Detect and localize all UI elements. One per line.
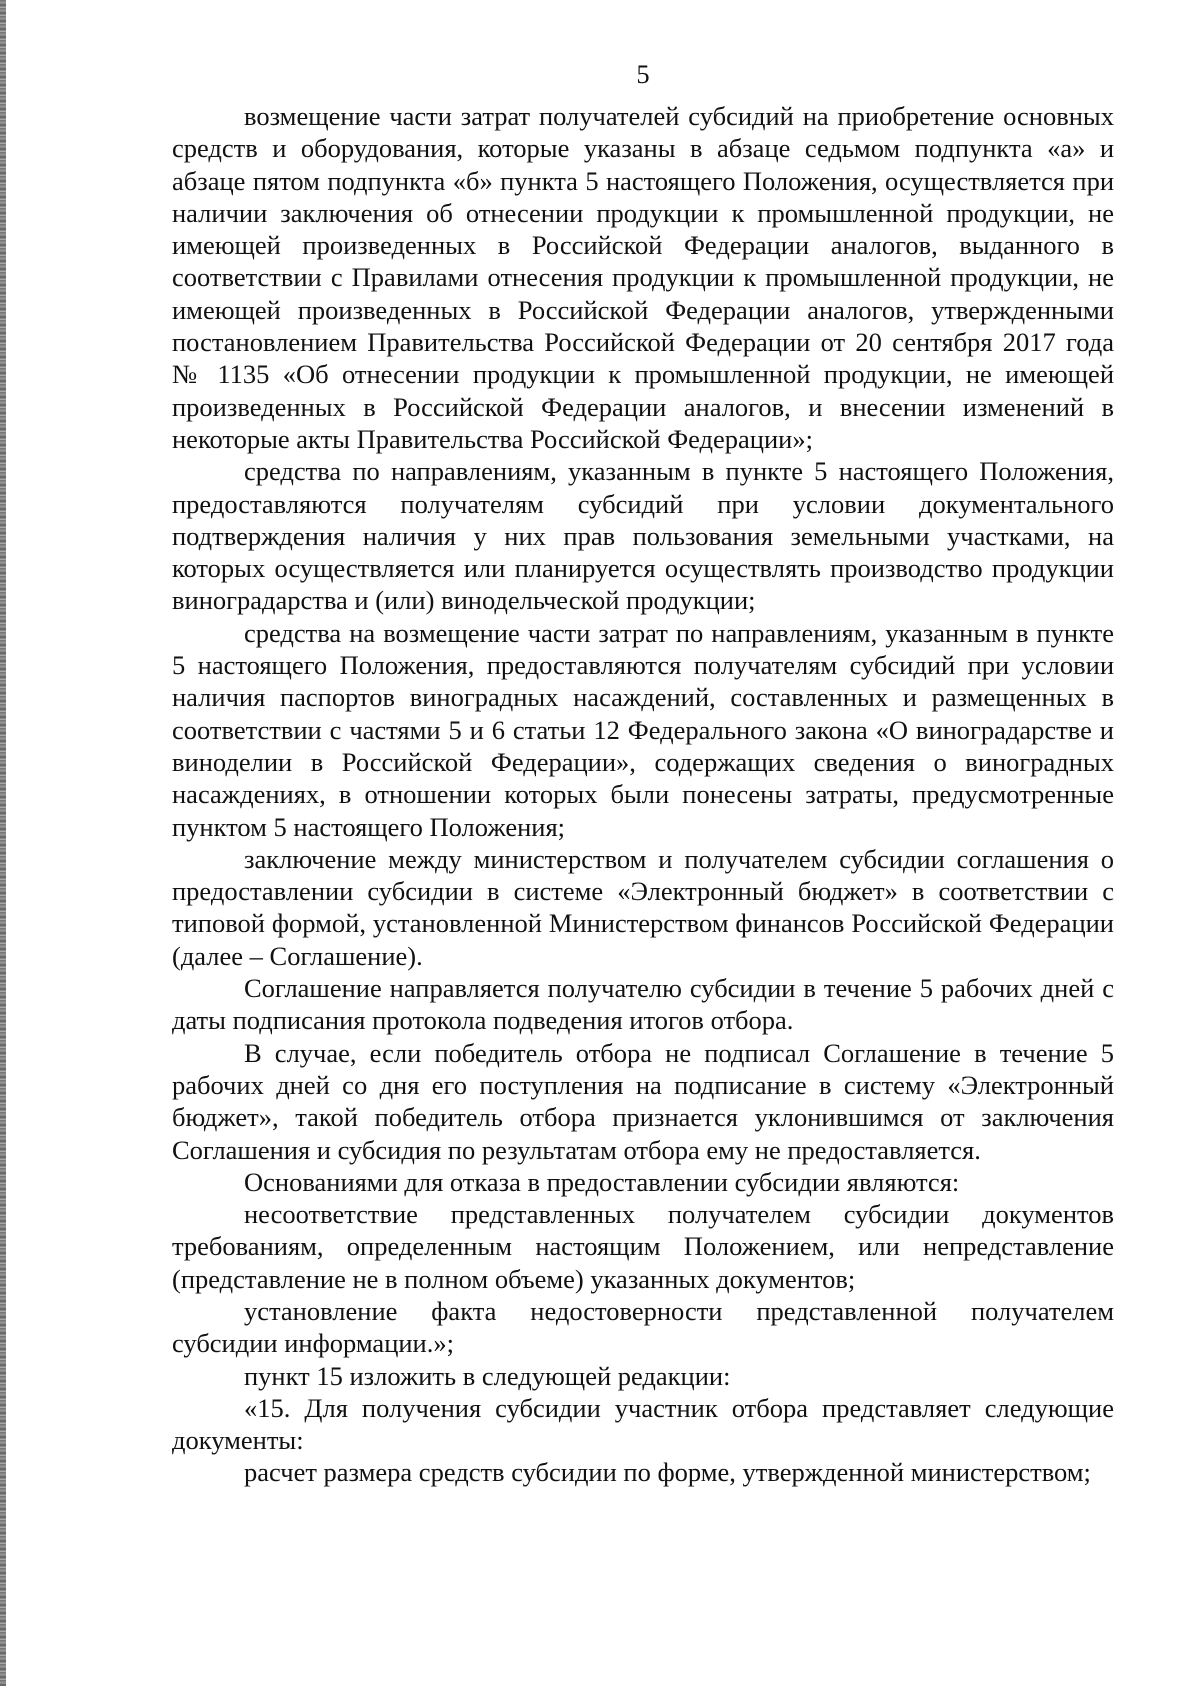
document-page [172, 58, 1114, 1489]
paragraph-7: Основаниями для отказа в предоставлении субсидии являются: [244, 1166, 960, 1197]
paragraph-4: заключение между министерством и получателем субсидии соглашения о предоставлении субсидии в системе «Электронный бюджет» в соответствии с типовой формой, установленной Министерством финансов Российской Федерации (далее – Соглашение). [172, 843, 1114, 971]
paragraph-5: Соглашение направляется получателю субсидии в течение 5 рабочих дней с даты подписания протокола подведения итогов отбора. [172, 973, 1114, 1036]
paragraph-10: пункт 15 изложить в следующей редакции: [244, 1360, 731, 1391]
page-number: 5 [636, 59, 650, 89]
paragraph-2: средства по направлениям, указанным в пункте 5 настоящего Положения, предоставляются получателям субсидий при условии документального подтверждения наличия у них прав пользования земельными участками, на которых осуществляется или планируется осуществлять производство продукции виноградарства и (или) винодельческой продукции; [172, 456, 1114, 616]
paragraph-3: средства на возмещение части затрат по направлениям, указанным в пункте 5 настоящего Положения, предоставляются получателям субсидий при условии наличия паспортов виноградных насаждений, составленных и размещенных в соответствии с частями 5 и 6 статьи 12 Федерального закона «О виноградарстве и виноделии в Российской Федерации», содержащих сведения о виноградных насаждениях, в отношении которых были понесены затраты, предусмотренные пунктом 5 настоящего Положения; [172, 617, 1114, 842]
paragraph-12: расчет размера средств субсидии по форме, утвержденной министерством; [244, 1457, 1091, 1488]
paragraph-6: В случае, если победитель отбора не подписал Соглашение в течение 5 рабочих дней со дня его поступления на подписание в систему «Электронный бюджет», такой победитель отбора признается уклонившимся от заключения Соглашения и субсидия по результатам отбора ему не предоставляется. [172, 1037, 1114, 1165]
paragraph-8: несоответствие представленных получателем субсидии документов требованиям, определенным настоящим Положением, или непредставление (представление не в полном объеме) указанных документов; [172, 1199, 1114, 1294]
scan-edge-decoration [0, 0, 6, 1686]
paragraph-11: «15. Для получения субсидии участник отбора представляет следующие документы: [172, 1392, 1114, 1456]
paragraph-1: возмещение части затрат получателей субсидий на приобретение основных средств и оборудования, которые указаны в абзаце седьмом подпункта «а» и абзаце пятом подпункта «б» пункта 5 настоящего Положения, осуществляется при наличии заключения об отнесении продукции к промышленной продукции, не имеющей произведенных в Российской Федерации аналогов, выданного в соответствии с Правилами отнесения продукции к промышленной продукции, не имеющей произведенных в Российской Федерации аналогов, утвержденными постановлением Правительства Российской Федерации от 20 сентября 2017 года № 1135 «Об отнесении продукции к промышленной продукции, не имеющей произведенных в Российской Федерации аналогов, и внесении изменений в некоторые акты Правительства Российской Федерации»; [172, 101, 1114, 454]
paragraph-9: установление факта недостоверности представленной получателем субсидии информации.»; [172, 1295, 1114, 1359]
